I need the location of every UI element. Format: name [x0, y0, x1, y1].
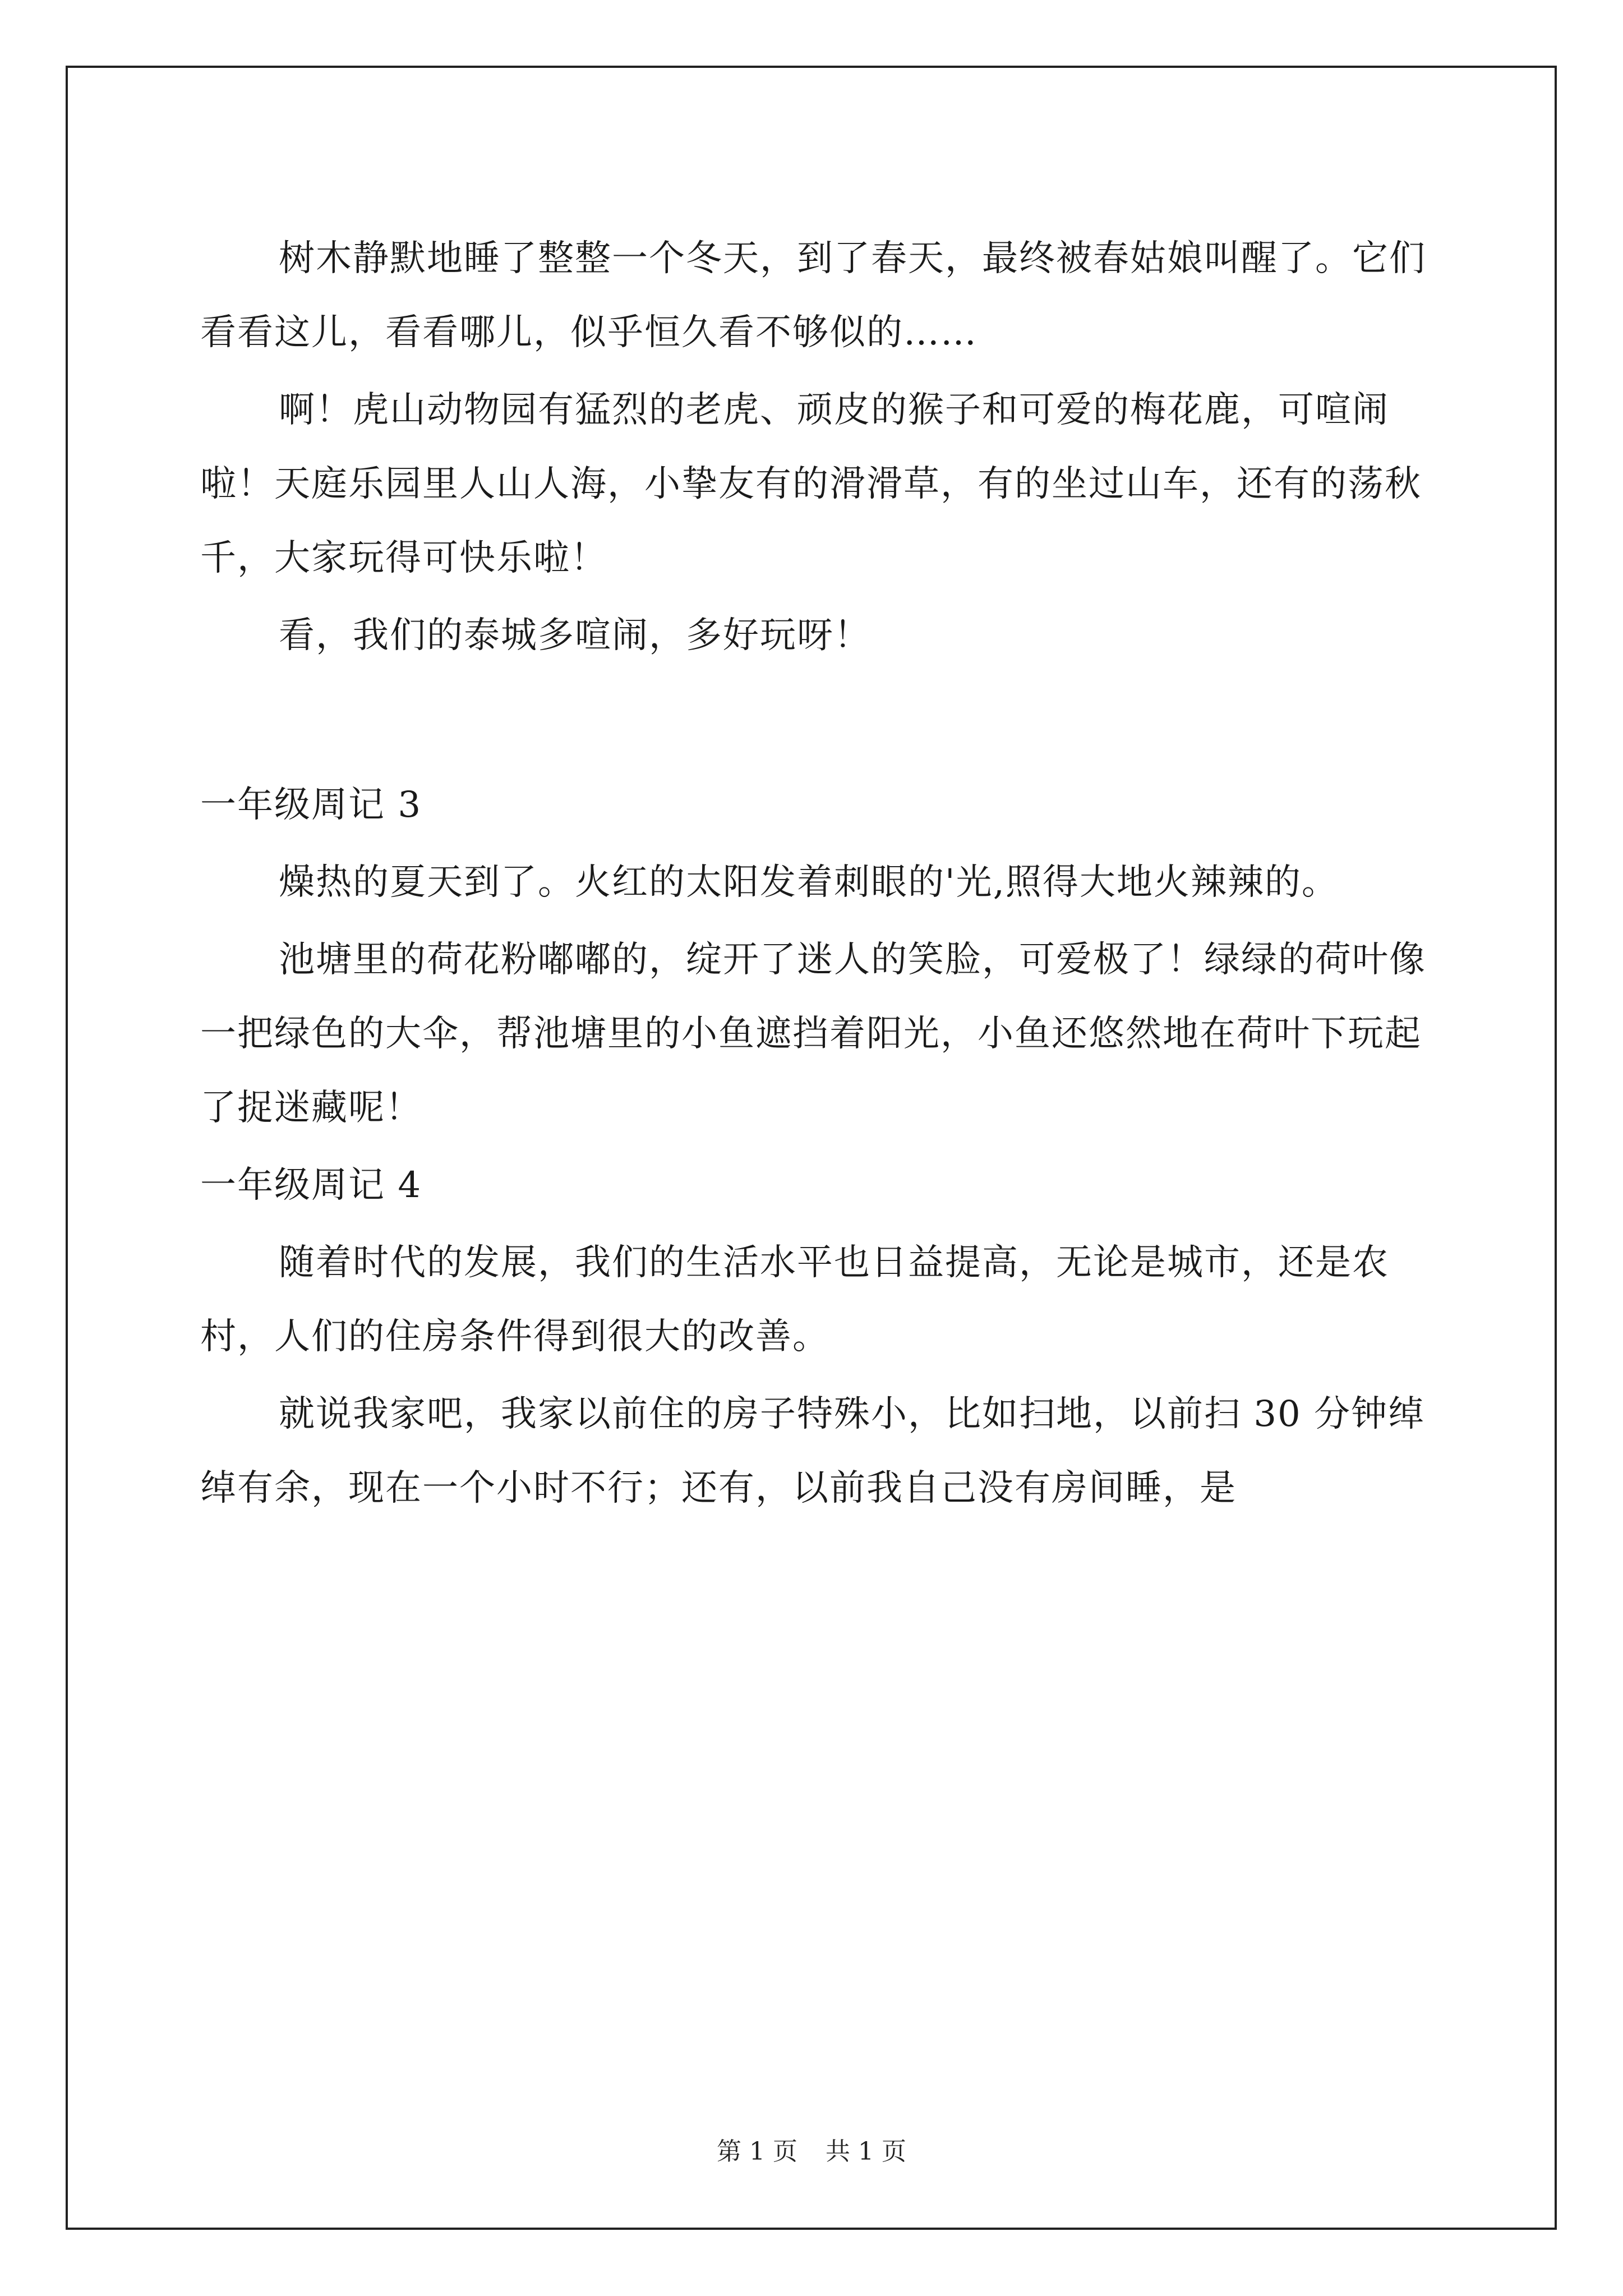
section-heading-3: 一年级周记 3: [200, 784, 422, 826]
page-number: 第 1 页: [717, 2137, 797, 2166]
paragraph-taicheng: 看，我们的泰城多喧闹，多好玩呀！: [279, 615, 871, 656]
page-total: 共 1 页: [826, 2137, 906, 2166]
section-heading-4: 一年级周记 4: [200, 1165, 422, 1206]
paragraph-spring-trees: 树木静默地睡了整整一个冬天，到了春天，最终被春姑娘叫醒了。它们看看这儿，看看哪儿，似乎恒久看不够似的……: [200, 238, 1426, 353]
paragraph-my-home: 就说我家吧，我家以前住的房子特殊小，比如扫地，以前扫 30 分钟绰绰有余，现在一个小时不行；还有，以前我自己没有房间睡，是: [200, 1393, 1426, 1509]
page-footer: [0, 2135, 1623, 2169]
paragraph-development: 随着时代的发展，我们的生活水平也日益提高，无论是城市，还是农村，人们的住房条件得到很大的改善。: [200, 1242, 1389, 1358]
paragraph-zoo: 啊！虎山动物园有猛烈的老虎、顽皮的猴子和可爱的梅花鹿，可喧闹啦！天庭乐园里人山人海，小挚友有的滑滑草，有的坐过山车，还有的荡秋千，大家玩得可快乐啦！: [200, 389, 1422, 579]
document-body: [200, 222, 1434, 1525]
paragraph-summer: 燥热的夏天到了。火红的太阳发着刺眼的'光,照得大地火辣辣的。: [279, 862, 1339, 903]
paragraph-lotus: 池塘里的荷花粉嘟嘟的，绽开了迷人的笑脸，可爱极了！绿绿的荷叶像一把绿色的大伞，帮池塘里的小鱼遮挡着阳光，小鱼还悠然地在荷叶下玩起了捉迷藏呢！: [200, 939, 1426, 1129]
